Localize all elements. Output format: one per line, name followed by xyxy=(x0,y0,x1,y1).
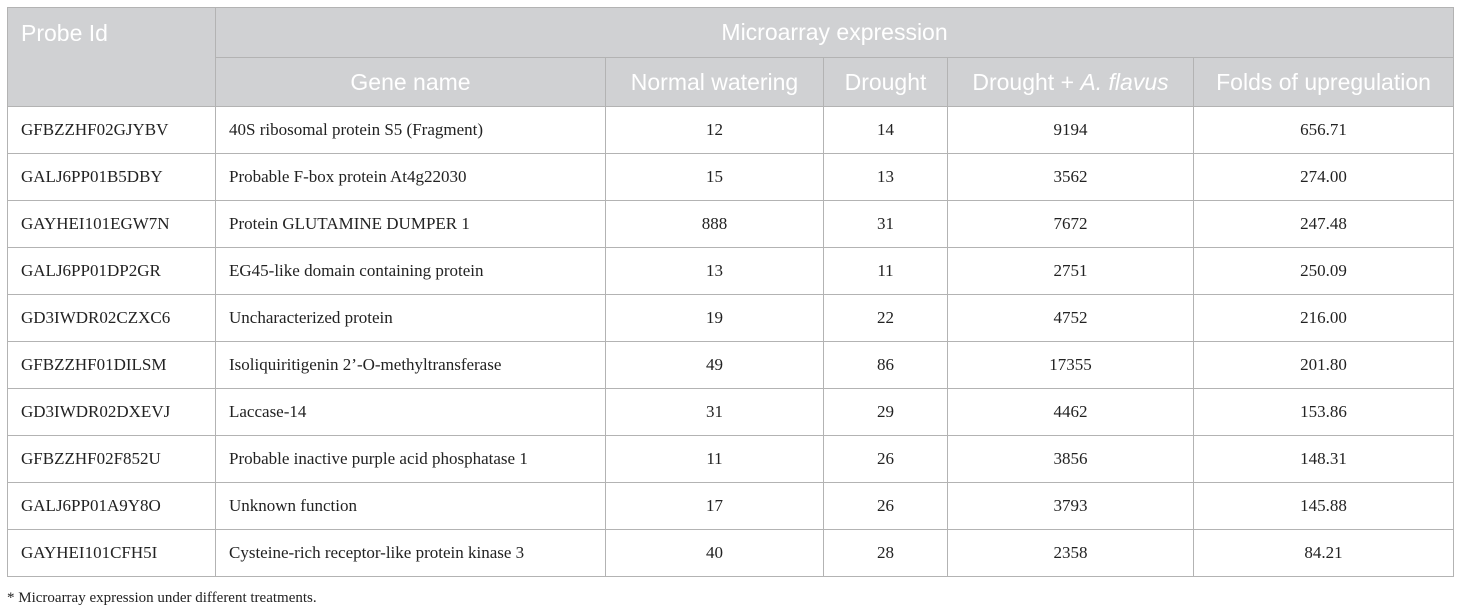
expression-table xyxy=(7,7,1454,577)
cell-drought: 22 xyxy=(824,295,948,342)
cell-normal-watering: 11 xyxy=(606,436,824,483)
cell-folds-upregulation: 274.00 xyxy=(1194,154,1454,201)
cell-folds-upregulation: 247.48 xyxy=(1194,201,1454,248)
header-row-2 xyxy=(8,58,1454,107)
table-container xyxy=(7,7,1453,577)
table-row xyxy=(8,389,1454,436)
cell-drought-aflavus: 3856 xyxy=(948,436,1194,483)
cell-folds-upregulation: 145.88 xyxy=(1194,483,1454,530)
cell-normal-watering: 12 xyxy=(606,107,824,154)
cell-drought-aflavus: 9194 xyxy=(948,107,1194,154)
table-row xyxy=(8,154,1454,201)
table-row xyxy=(8,436,1454,483)
cell-probe-id: GD3IWDR02CZXC6 xyxy=(8,295,216,342)
cell-gene-name: Probable inactive purple acid phosphatase 1 xyxy=(216,436,606,483)
header-drought-aflavus xyxy=(948,58,1194,107)
cell-probe-id: GAYHEI101EGW7N xyxy=(8,201,216,248)
cell-drought-aflavus: 2358 xyxy=(948,530,1194,577)
cell-drought: 31 xyxy=(824,201,948,248)
cell-drought-aflavus: 17355 xyxy=(948,342,1194,389)
cell-drought: 26 xyxy=(824,436,948,483)
table-row xyxy=(8,530,1454,577)
header-row-1 xyxy=(8,8,1454,58)
table-row xyxy=(8,248,1454,295)
cell-normal-watering: 15 xyxy=(606,154,824,201)
cell-gene-name: 40S ribosomal protein S5 (Fragment) xyxy=(216,107,606,154)
cell-drought: 13 xyxy=(824,154,948,201)
cell-probe-id: GALJ6PP01DP2GR xyxy=(8,248,216,295)
cell-normal-watering: 49 xyxy=(606,342,824,389)
cell-gene-name: Isoliquiritigenin 2’-O-methyltransferase xyxy=(216,342,606,389)
cell-gene-name: Probable F-box protein At4g22030 xyxy=(216,154,606,201)
cell-drought: 29 xyxy=(824,389,948,436)
cell-drought: 28 xyxy=(824,530,948,577)
header-probe-id: Probe Id xyxy=(8,8,216,107)
cell-normal-watering: 40 xyxy=(606,530,824,577)
cell-drought: 26 xyxy=(824,483,948,530)
cell-drought-aflavus: 7672 xyxy=(948,201,1194,248)
cell-drought-aflavus: 2751 xyxy=(948,248,1194,295)
header-drought-aflavus-prefix: Drought + xyxy=(972,68,1081,95)
cell-normal-watering: 888 xyxy=(606,201,824,248)
cell-normal-watering: 17 xyxy=(606,483,824,530)
cell-drought: 14 xyxy=(824,107,948,154)
cell-folds-upregulation: 148.31 xyxy=(1194,436,1454,483)
cell-gene-name: Cysteine-rich receptor-like protein kinase 3 xyxy=(216,530,606,577)
header-drought-aflavus-species: A. flavus xyxy=(1080,68,1169,95)
cell-folds-upregulation: 84.21 xyxy=(1194,530,1454,577)
header-drought: Drought xyxy=(824,58,948,107)
cell-drought-aflavus: 3793 xyxy=(948,483,1194,530)
table-row xyxy=(8,201,1454,248)
cell-folds-upregulation: 216.00 xyxy=(1194,295,1454,342)
cell-gene-name: EG45-like domain containing protein xyxy=(216,248,606,295)
cell-drought: 11 xyxy=(824,248,948,295)
header-folds-upregulation: Folds of upregulation xyxy=(1194,58,1454,107)
footnote: * Microarray expression under different treatments. xyxy=(7,590,317,606)
cell-drought-aflavus: 3562 xyxy=(948,154,1194,201)
table-row xyxy=(8,295,1454,342)
cell-drought-aflavus: 4462 xyxy=(948,389,1194,436)
cell-folds-upregulation: 656.71 xyxy=(1194,107,1454,154)
cell-folds-upregulation: 201.80 xyxy=(1194,342,1454,389)
header-microarray-expression: Microarray expression xyxy=(216,8,1454,58)
cell-probe-id: GFBZZHF02GJYBV xyxy=(8,107,216,154)
cell-folds-upregulation: 250.09 xyxy=(1194,248,1454,295)
cell-probe-id: GALJ6PP01A9Y8O xyxy=(8,483,216,530)
table-row xyxy=(8,107,1454,154)
cell-drought-aflavus: 4752 xyxy=(948,295,1194,342)
table-row xyxy=(8,483,1454,530)
cell-drought: 86 xyxy=(824,342,948,389)
cell-gene-name: Uncharacterized protein xyxy=(216,295,606,342)
cell-probe-id: GFBZZHF02F852U xyxy=(8,436,216,483)
header-normal-watering: Normal watering xyxy=(606,58,824,107)
cell-gene-name: Laccase-14 xyxy=(216,389,606,436)
cell-normal-watering: 19 xyxy=(606,295,824,342)
cell-probe-id: GALJ6PP01B5DBY xyxy=(8,154,216,201)
cell-probe-id: GD3IWDR02DXEVJ xyxy=(8,389,216,436)
cell-gene-name: Protein GLUTAMINE DUMPER 1 xyxy=(216,201,606,248)
table-body xyxy=(8,107,1454,577)
cell-normal-watering: 13 xyxy=(606,248,824,295)
cell-normal-watering: 31 xyxy=(606,389,824,436)
header-gene-name: Gene name xyxy=(216,58,606,107)
cell-folds-upregulation: 153.86 xyxy=(1194,389,1454,436)
cell-probe-id: GAYHEI101CFH5I xyxy=(8,530,216,577)
cell-probe-id: GFBZZHF01DILSM xyxy=(8,342,216,389)
cell-gene-name: Unknown function xyxy=(216,483,606,530)
table-row xyxy=(8,342,1454,389)
